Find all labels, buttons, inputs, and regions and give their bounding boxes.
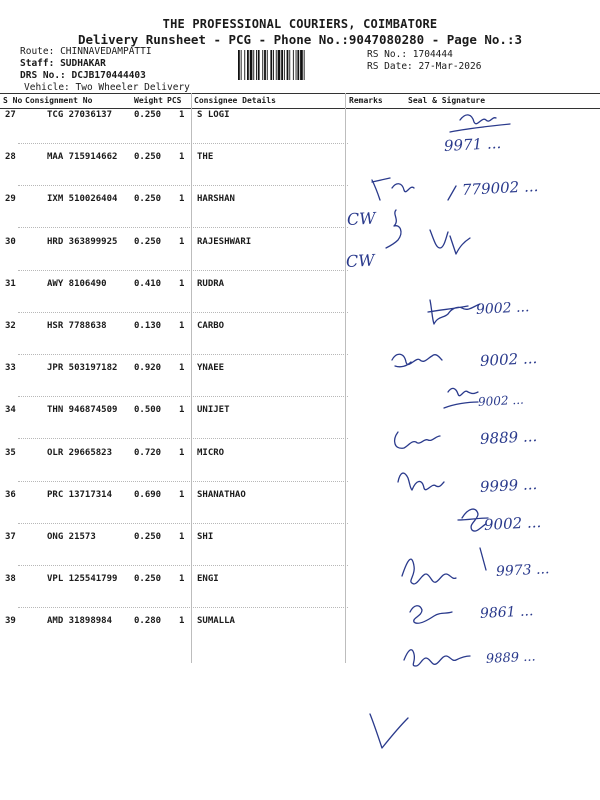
cell-sno: 30 [5,237,16,247]
vehicle-value: Two Wheeler Delivery [75,82,190,93]
signature-scribble [386,210,470,254]
cell-consignment: PRC 13717314 [47,490,113,500]
vehicle-label: Vehicle: [24,82,70,93]
cell-pcs: 1 [179,532,185,542]
drs-label: DRS No.: [20,70,66,81]
cell-consignment: HSR 7788638 [47,321,107,331]
cell-sno: 38 [5,574,16,584]
col-consignee: Consignee Details [194,96,276,105]
cell-weight: 0.920 [134,363,162,373]
handwritten-phone-10: 9861 ... [479,603,534,622]
handwritten-phone-3: 9002 ... [475,299,530,318]
route-label: Route: [20,46,55,57]
cell-pcs: 1 [179,237,185,247]
cell-sno: 34 [5,405,16,415]
cell-consignee: SHANATHAO [197,490,246,500]
signature-scribble [444,388,478,408]
cell-consignee: MICRO [197,448,225,458]
runsheet-subtitle: Delivery Runsheet - PCG - Phone No.:9047080280 - Page No.:3 [77,32,522,47]
runsheet-company-title: THE PROFESSIONAL COURIERS, COIMBATORE [162,17,438,31]
cell-pcs: 1 [179,279,185,289]
cell-pcs: 1 [179,616,185,626]
cell-consignment: VPL 125541799 [47,574,118,584]
handwritten-phone-9: 9973 ... [495,561,550,580]
rs-no-label: RS No.: [367,49,408,60]
cell-pcs: 1 [179,321,185,331]
col-sno: S No [3,96,23,105]
col-seal-signature: Seal & Signature [408,96,486,105]
cell-weight: 0.250 [134,574,162,584]
rs-date-label: RS Date: [367,61,413,72]
col-pcs: PCS [167,96,182,105]
rs-date-value: 27-Mar-2026 [418,61,482,72]
cell-consignee: SUMALLA [197,616,235,626]
cell-weight: 0.250 [134,110,162,120]
route-value: CHINNAVEDAMPATTI [60,46,152,57]
cell-pcs: 1 [179,110,185,120]
signature-scribble [392,354,442,367]
cell-pcs: 1 [179,152,185,162]
cell-consignment: HRD 363899925 [47,237,118,247]
cell-consignee: YNAEE [197,363,225,373]
handwritten-phone-1: 9971 ... [443,134,502,155]
handwritten-cw-1: CW [346,208,377,229]
cell-weight: 0.500 [134,405,162,415]
cell-sno: 31 [5,279,16,289]
signature-scribble [404,650,470,666]
cell-consignment: TCG 27036137 [47,110,113,120]
cell-consignee: HARSHAN [197,194,235,204]
drs-value: DCJB170444403 [71,70,146,81]
cell-consignment: OLR 29665823 [47,448,113,458]
cell-weight: 0.280 [134,616,162,626]
signature-scribble [428,300,480,324]
cell-weight: 0.690 [134,490,162,500]
cell-consignee: RAJESHWARI [197,237,252,247]
handwritten-phone-8: 9002 ... [483,513,542,534]
cell-weight: 0.250 [134,532,162,542]
cell-pcs: 1 [179,574,185,584]
cell-consignee: ENGI [197,574,219,584]
handwritten-phone-5: 9002 ... [477,392,525,409]
cell-sno: 29 [5,194,16,204]
signature-scribble [402,548,486,584]
handwritten-phone-6: 9889 ... [479,427,538,448]
cell-consignee: UNIJET [197,405,230,415]
cell-sno: 27 [5,110,16,120]
col-weight: Weight [134,96,163,105]
cell-sno: 32 [5,321,16,331]
cell-consignment: AWY 8106490 [47,279,107,289]
cell-consignment: JPR 503197182 [47,363,118,373]
staff-label: Staff: [20,58,55,69]
cell-sno: 35 [5,448,16,458]
col-remarks: Remarks [349,96,383,105]
cell-weight: 0.250 [134,152,162,162]
cell-consignment: IXM 510026404 [47,194,118,204]
cell-sno: 33 [5,363,16,373]
cell-consignment: THN 946874509 [47,405,118,415]
handwritten-cw-2: CW [345,250,376,271]
handwritten-phone-4: 9002 ... [479,349,538,370]
cell-consignment: AMD 31898984 [47,616,113,626]
cell-consignee: RUDRA [197,279,225,289]
cell-pcs: 1 [179,405,185,415]
cell-pcs: 1 [179,194,185,204]
cell-weight: 0.410 [134,279,162,289]
cell-consignee: CARBO [197,321,225,331]
cell-consignee: THE [197,152,214,162]
cell-sno: 28 [5,152,16,162]
handwritten-phone-7: 9999 ... [479,475,538,496]
signature-scribble [410,606,452,624]
col-consignment: Consignment No [25,96,93,105]
handwritten-phone-2: 779002 ... [461,177,539,199]
cell-weight: 0.250 [134,237,162,247]
signature-scribble [450,115,510,132]
cell-weight: 0.720 [134,448,162,458]
signature-scribble [395,432,440,448]
cell-pcs: 1 [179,448,185,458]
cell-pcs: 1 [179,490,185,500]
cell-weight: 0.130 [134,321,162,331]
handwritten-phone-11: 9889 ... [485,649,536,667]
cell-sno: 37 [5,532,16,542]
signature-scribble [398,473,444,490]
cell-consignee: SHI [197,532,214,542]
cell-sno: 36 [5,490,16,500]
cell-consignment: ONG 21573 [47,532,96,542]
signature-scribble [370,714,408,748]
cell-sno: 39 [5,616,16,626]
rs-no-value: 1704444 [412,49,453,60]
cell-consignment: MAA 715914662 [47,152,118,162]
cell-weight: 0.250 [134,194,162,204]
staff-value: SUDHAKAR [60,58,106,69]
cell-consignee: S LOGI [197,110,230,120]
signature-scribble [372,178,456,200]
cell-pcs: 1 [179,363,185,373]
